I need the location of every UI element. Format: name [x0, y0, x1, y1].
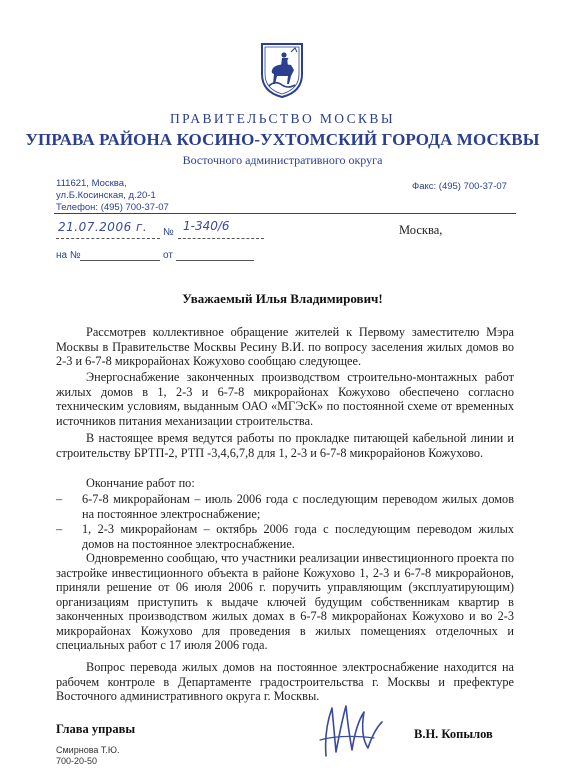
handwritten-signature-icon: [312, 700, 392, 762]
address-block: [56, 178, 169, 214]
number-line: [178, 238, 264, 239]
list-item: [56, 492, 514, 521]
address-line: 111621, Москва,: [56, 178, 127, 189]
okrug-heading: Восточного административного округа: [182, 153, 383, 167]
date-line: [56, 238, 160, 239]
paragraph-6: Вопрос перевода жилых домов на постоянное электроснабжение находится на рабочем контроле в Департаменте градостроительства г. Москвы и префектуре Восточного административного округа г. Москвы.: [56, 660, 514, 703]
paragraph-5: Одновременно сообщаю, что участники реализации инвестиционного проекта по застройке инвестиционного объекта в районе Кожухово 1, 2-3 и 6-7-8 микрорайонов, приняли решение от 06 июля 2006 г. поручить управляющим (эксплуатирующим) организациям приступить к выдаче ключей будущим собственникам квартир в законченных производством жилых домах в 6-7-8 микрорайонах Кожухово и во 2-3 микрорайонах Кожухово для проведения в жилых помещениях отделочных и специальных работ с 17 июля 2006 года.: [56, 551, 514, 652]
address-line: Телефон: (495) 700-37-07: [56, 202, 169, 213]
paragraph-1: Рассмотрев коллективное обращение жителей к Первому заместителю Мэра Москвы в Правительстве Москвы Ресину В.И. по вопросу заселения жилых домов во 2-3 и 6-7-8 микрорайонах Кожухово сообщаю следующее.: [56, 325, 514, 368]
number-label: №: [163, 227, 174, 238]
moscow-coat-of-arms-icon: [258, 40, 306, 100]
paragraph-3: В настоящее время ведутся работы по прокладке питающей кабельной линии и строительству БРТП-2, РТП -3,4,6,7,8 для 1, 2-3 и 6-7-8 микрорайонов Кожухово.: [56, 431, 514, 460]
list-item-text: 1, 2-3 микрорайонам – октябрь 2006 года с последующим переводом жилых домов на постоянное электроснабжение.: [82, 522, 514, 551]
address-line: ул.Б.Косинская, д.20-1: [56, 190, 156, 201]
list-dash: –: [56, 522, 63, 536]
executor-phone: 700-20-50: [56, 756, 98, 766]
paragraph-2: Энергоснабжение законченных производством строительно-монтажных работ жилых домов в 1, 2-3 и 6-7-8 микрорайонах Кожухово обеспечено согласно техническим условиям, выданным ОАО «МГЭсК» по постоянной схеме от временных источников питания механизации строительства.: [56, 370, 514, 428]
salutation: Уважаемый Илья Владимирович!: [182, 291, 383, 306]
government-heading: ПРАВИТЕЛЬСТВО МОСКВЫ: [169, 111, 395, 126]
reference-number-label: на №: [56, 250, 81, 261]
uprava-heading: УПРАВА РАЙОНА КОСИНО-УХТОМСКИЙ ГОРОДА МОСКВЫ: [25, 130, 540, 149]
executor-name: Смирнова Т.Ю.: [56, 745, 120, 755]
list-item: [56, 522, 514, 551]
reference-date-label: от: [163, 250, 173, 261]
reference-date-line: [176, 260, 254, 261]
handwritten-date: 21.07.2006 г.: [58, 220, 148, 234]
signatory-title: Глава управы: [56, 722, 136, 736]
fax-number: Факс: (495) 700-37-07: [412, 181, 507, 192]
executor-block: [56, 745, 119, 767]
signatory-name: В.Н. Копылов: [414, 727, 493, 741]
handwritten-number: 1-340/6: [183, 219, 230, 233]
list-dash: –: [56, 492, 63, 506]
paragraph-4: Окончание работ по:: [86, 476, 195, 490]
city-address: Москва,: [399, 223, 443, 237]
reference-number-line: [80, 260, 160, 261]
list-item-text: 6-7-8 микрорайонам – июль 2006 года с последующим переводом жилых домов на постоянное электроснабжение;: [82, 492, 514, 521]
letterhead-divider: [54, 213, 516, 214]
